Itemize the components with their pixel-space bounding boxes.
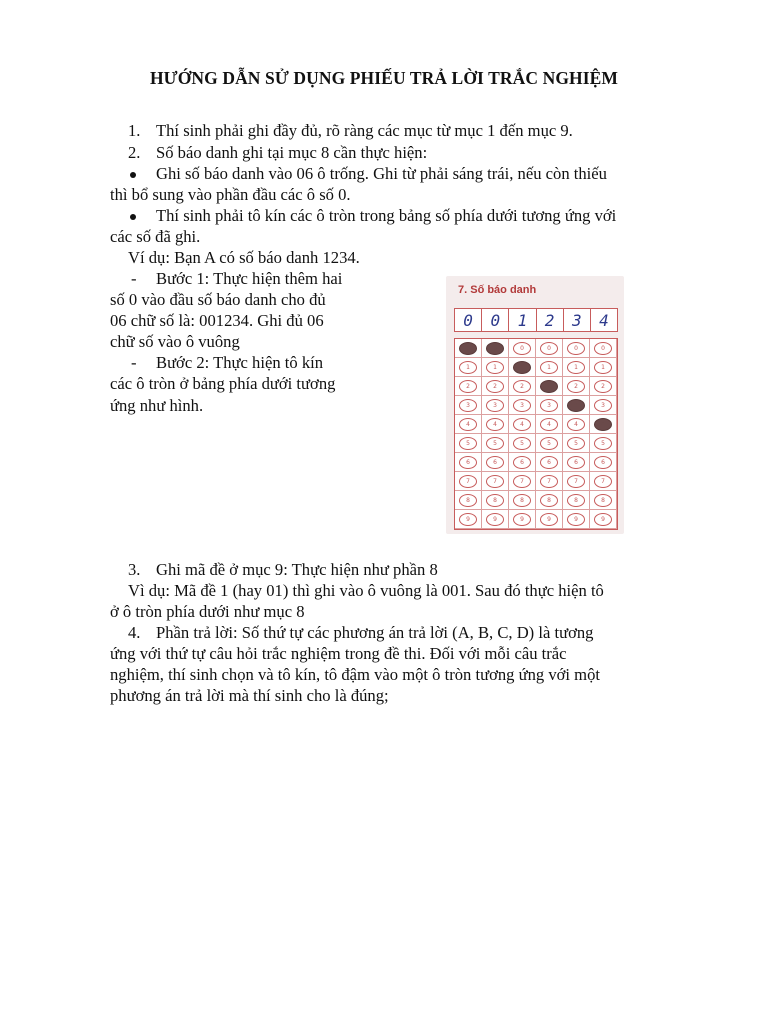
item-4-line-3: nghiệm, thí sinh chọn và tô kín, tô đậm vào một ô tròn tương ứng với một [110,665,600,684]
sheet-label: 7. Số báo danh [458,284,537,296]
bubble-cell [455,491,482,510]
bubble-cell [455,339,482,358]
bubble-cell [482,396,509,415]
bubble-cell [590,472,617,491]
item-4-line-4: phương án trả lời mà thí sinh cho là đúng; [110,686,389,705]
bubble-cell [509,434,536,453]
bubble-cell [482,434,509,453]
digit-box: 1 [509,309,536,331]
candidate-number-sheet-image [446,276,624,534]
bubble: 8 [459,494,477,507]
bubble-cell [536,453,563,472]
bubble-cell [509,453,536,472]
bubble: 0 [567,342,585,355]
bubble-cell [482,491,509,510]
item-1-number: 1. [128,121,141,140]
digit-box: 0 [482,309,509,331]
digit-box: 0 [455,309,482,331]
item-3-text: Ghi mã đề ở mục 9: Thực hiện như phần 8 [156,560,438,579]
bubble-cell [482,339,509,358]
bubble-cell [590,396,617,415]
bubble: 4 [513,418,531,431]
bubble: 6 [540,456,558,469]
digit-box: 2 [537,309,564,331]
bubble: 5 [486,437,504,450]
bubble: 2 [594,380,612,393]
bubble: 1 [540,361,558,374]
bubble: 0 [594,342,612,355]
bubble-cell [563,415,590,434]
bubble-cell [509,510,536,529]
bubble: 4 [459,418,477,431]
bubble-cell [536,491,563,510]
bubble-cell [590,510,617,529]
bubble: 7 [567,475,585,488]
bubble-filled: 0 [459,342,477,355]
bubble: 1 [567,361,585,374]
bubble: 5 [513,437,531,450]
bubble: 8 [540,494,558,507]
step-1-line-3: 06 chữ số là: 001234. Ghi đủ 06 [110,311,324,330]
bubble-cell [482,472,509,491]
step-1-line-4: chữ số vào ô vuông [110,332,240,351]
bubble: 1 [594,361,612,374]
digit-box: 4 [599,310,609,330]
bubble-cell [482,415,509,434]
bubble-cell [563,434,590,453]
bubble: 5 [567,437,585,450]
bubble: 8 [594,494,612,507]
bubble-cell [563,510,590,529]
bubble-cell [509,415,536,434]
bubble: 4 [540,418,558,431]
bubble-filled: 2 [540,380,558,393]
bullet-icon [130,172,136,178]
bubble: 2 [486,380,504,393]
bubble: 5 [594,437,612,450]
bubble-cell [590,339,617,358]
digit-box: 3 [564,309,591,331]
bubble: 9 [567,513,585,526]
item-3-example-line-2: ở ô tròn phía dưới như mục 8 [110,602,305,621]
bubble-cell [590,415,617,434]
bubble-cell [509,472,536,491]
bubble: 8 [567,494,585,507]
step-2-line-2: các ô tròn ở bảng phía dưới tương [110,374,336,393]
bubble-cell [563,491,590,510]
item-2-text: Số báo danh ghi tại mục 8 cần thực hiện: [156,143,428,162]
bubble-cell [455,510,482,529]
item-4-number: 4. [128,623,141,642]
bubble: 6 [486,456,504,469]
bubble-grid [454,338,618,530]
bubble-cell [536,396,563,415]
bubble-cell [590,377,617,396]
bubble-cell [536,358,563,377]
bubble-cell [563,339,590,358]
bullet-1-line-1: Ghi số báo danh vào 06 ô trống. Ghi từ phải sáng trái, nếu còn thiếu [156,164,607,183]
bubble-filled: 0 [486,342,504,355]
bubble: 3 [540,399,558,412]
bubble-cell [590,358,617,377]
step-1-line-2: số 0 vào đầu số báo danh cho đủ [110,290,326,309]
bubble: 9 [486,513,504,526]
bubble: 2 [513,380,531,393]
bubble-cell [563,472,590,491]
bubble-cell [482,510,509,529]
bubble: 0 [540,342,558,355]
bubble: 4 [486,418,504,431]
bubble-filled: 1 [513,361,531,374]
bubble: 5 [540,437,558,450]
bubble: 0 [513,342,531,355]
bubble: 2 [459,380,477,393]
step-1-line-1: Bước 1: Thực hiện thêm hai [156,269,343,288]
bubble-cell [536,415,563,434]
bubble-cell [509,491,536,510]
bubble: 7 [513,475,531,488]
bubble-cell [590,491,617,510]
bubble: 9 [513,513,531,526]
step-2-line-3: ứng như hình. [110,396,204,415]
bubble-cell [536,339,563,358]
item-2-number: 2. [128,143,141,162]
bullet-2-line-1: Thí sinh phải tô kín các ô tròn trong bảng số phía dưới tương ứng với [156,206,617,225]
bubble: 3 [513,399,531,412]
bullet-2-line-2: các số đã ghi. [110,227,201,246]
bubble: 5 [459,437,477,450]
bubble-cell [509,358,536,377]
item-3-number: 3. [128,560,141,579]
item-4-line-2: ứng với thứ tự câu hỏi trắc nghiệm trong đề thi. Đối với mỗi câu trắc [110,644,567,663]
bubble: 8 [486,494,504,507]
bubble-cell [509,396,536,415]
bubble: 9 [594,513,612,526]
step-2-dash: - [131,353,137,372]
step-1-dash: - [131,269,137,288]
item-1-text: Thí sinh phải ghi đầy đủ, rõ ràng các mục từ mục 1 đến mục 9. [156,121,573,140]
bubble-cell [455,472,482,491]
bullet-1-line-2: thì bổ sung vào phần đầu các ô số 0. [110,185,351,204]
example-text: Ví dụ: Bạn A có số báo danh 1234. [128,248,360,267]
bubble-cell [563,453,590,472]
bubble-cell [482,453,509,472]
bubble-cell [563,358,590,377]
bubble: 3 [459,399,477,412]
bubble-cell [455,434,482,453]
step-2-line-1: Bước 2: Thực hiện tô kín [156,353,324,372]
bubble: 9 [540,513,558,526]
bubble-cell [563,377,590,396]
bubble: 7 [486,475,504,488]
bubble: 9 [459,513,477,526]
bubble-cell [482,377,509,396]
bubble-cell [536,434,563,453]
item-4-line-1: Phần trả lời: Số thứ tự các phương án trả lời (A, B, C, D) là tương [156,623,594,642]
bubble: 4 [567,418,585,431]
bubble-filled: 3 [567,399,585,412]
bubble-cell [455,415,482,434]
bubble: 6 [594,456,612,469]
bubble: 6 [567,456,585,469]
bubble-cell [455,396,482,415]
bullet-icon [130,214,136,220]
bubble: 7 [540,475,558,488]
bubble: 3 [486,399,504,412]
item-3-example-line-1: Vì dụ: Mã đề 1 (hay 01) thì ghi vào ô vuông là 001. Sau đó thực hiện tô [128,581,604,600]
bubble-cell [482,358,509,377]
bubble-cell [536,510,563,529]
bubble-cell [455,358,482,377]
bubble-cell [590,434,617,453]
bubble: 3 [594,399,612,412]
bubble: 8 [513,494,531,507]
bubble-filled: 4 [594,418,612,431]
page-title: HƯỚNG DẪN SỬ DỤNG PHIẾU TRẢ LỜI TRẮC NGHIỆM [149,68,619,88]
digit-boxes [454,308,618,332]
bubble: 6 [459,456,477,469]
bubble-cell [509,339,536,358]
bubble: 7 [459,475,477,488]
bubble-cell [509,377,536,396]
bubble-cell [536,472,563,491]
bubble-cell [590,453,617,472]
bubble: 7 [594,475,612,488]
bubble-cell [536,377,563,396]
bubble-cell [563,396,590,415]
bubble-cell [455,453,482,472]
bubble: 2 [567,380,585,393]
bubble: 1 [459,361,477,374]
bubble-cell [455,377,482,396]
bubble: 6 [513,456,531,469]
bubble: 1 [486,361,504,374]
